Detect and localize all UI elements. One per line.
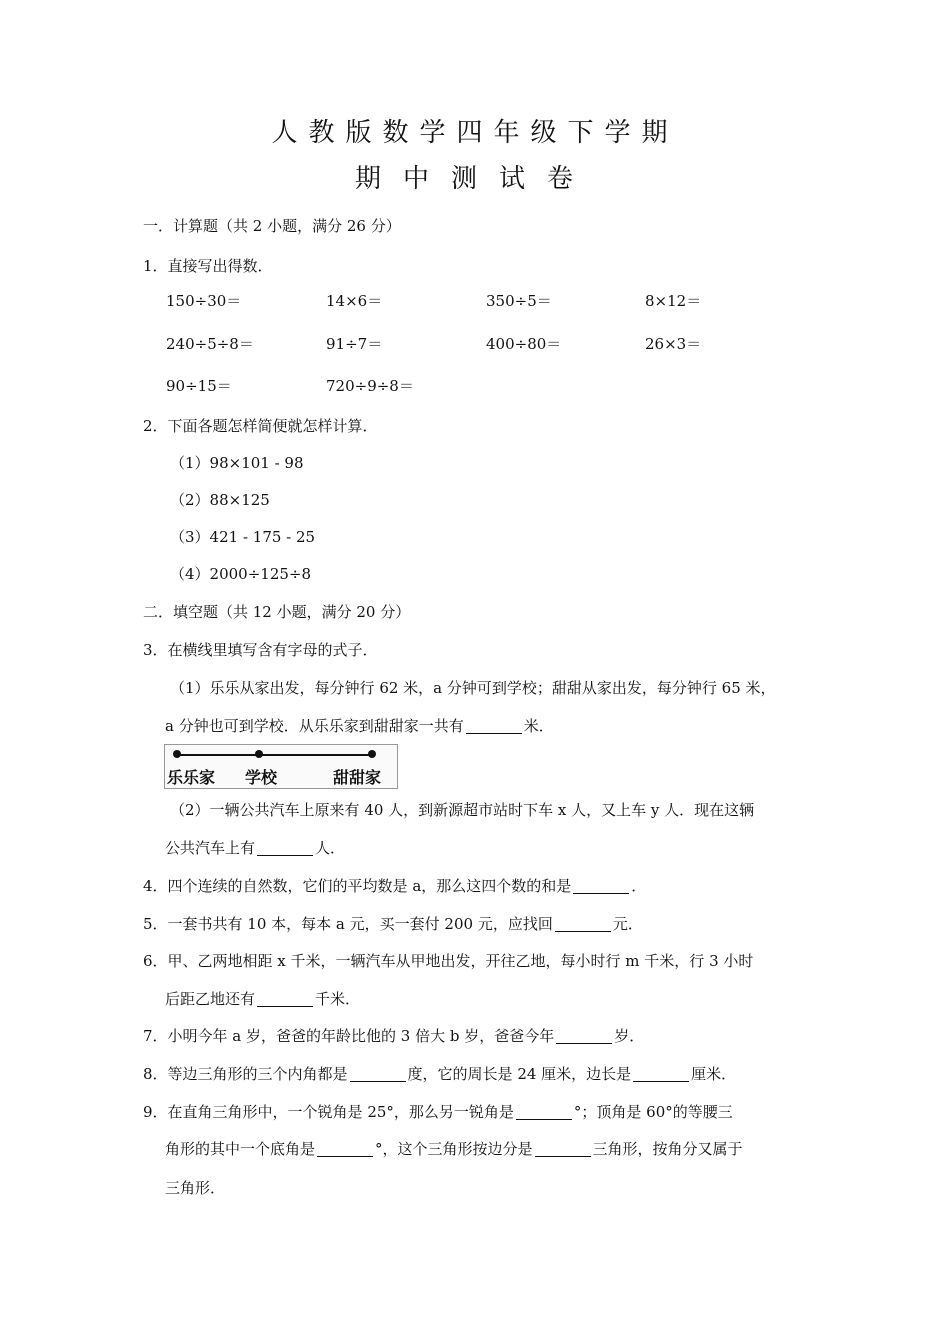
- answer-blank[interactable]: [516, 1103, 572, 1120]
- question-3-part-2-line-2: 公共汽车上有 人．: [165, 839, 346, 857]
- calc-item: （4）2000÷125÷8: [170, 565, 312, 583]
- route-line: [175, 754, 375, 756]
- page-title: 人教版数学四年级下学期: [271, 118, 679, 148]
- answer-blank[interactable]: [556, 1027, 612, 1044]
- question-6-line-1: 6．甲、乙两地相距 x 千米，一辆汽车从甲地出发，开往乙地，每小时行 m 千米，行 3 小时: [143, 952, 754, 970]
- question-2-title: 2．下面各题怎样简便就怎样计算．: [143, 417, 378, 435]
- math-item: 14×6＝: [326, 292, 383, 310]
- math-item: 26×3＝: [645, 335, 702, 353]
- math-item: 350÷5＝: [486, 292, 552, 310]
- label-lele-home: 乐乐家: [167, 768, 216, 787]
- section-2-heading: 二．填空题（共 12 小题，满分 20 分）: [143, 603, 411, 621]
- answer-blank[interactable]: [555, 915, 611, 932]
- answer-blank[interactable]: [466, 717, 522, 734]
- answer-blank[interactable]: [573, 877, 629, 894]
- question-7: 7．小明今年 a 岁，爸爸的年龄比他的 3 倍大 b 岁，爸爸今年 岁．: [143, 1027, 645, 1045]
- question-5: 5．一套书共有 10 本，每本 a 元，买一套付 200 元，应找回 元．: [143, 915, 643, 933]
- question-3-title: 3．在横线里填写含有字母的式子．: [143, 641, 378, 659]
- math-item: 400÷80＝: [486, 335, 562, 353]
- answer-blank[interactable]: [633, 1065, 689, 1082]
- question-6-line-2: 后距乙地还有 千米．: [165, 990, 361, 1008]
- question-3-part-1-line-2: a 分钟也可到学校．从乐乐家到甜甜家一共有 米．: [165, 717, 554, 735]
- answer-blank[interactable]: [257, 839, 313, 856]
- math-item: 720÷9÷8＝: [326, 377, 414, 395]
- question-9-line-2: 角形的其中一个底角是 °，这个三角形按边分是 三角形，按角分又属于: [165, 1140, 743, 1158]
- question-3-part-2-line-1: （2）一辆公共汽车上原来有 40 人，到新源超市站时下车 x 人，又上车 y 人．现在这辆: [170, 801, 755, 819]
- question-4: 4．四个连续的自然数，它们的平均数是 a，那么这四个数的和是 ．: [143, 877, 647, 895]
- calc-item: （3）421 - 175 - 25: [170, 528, 316, 546]
- answer-blank[interactable]: [317, 1140, 373, 1157]
- math-item: 150÷30＝: [166, 292, 242, 310]
- question-8: 8．等边三角形的三个内角都是 度，它的周长是 24 厘米，边长是 厘米．: [143, 1065, 737, 1083]
- section-1-heading: 一．计算题（共 2 小题，满分 26 分）: [143, 217, 401, 235]
- answer-blank[interactable]: [535, 1140, 591, 1157]
- calc-item: （2）88×125: [170, 491, 270, 509]
- question-1-title: 1．直接写出得数．: [143, 257, 273, 275]
- answer-blank[interactable]: [257, 990, 313, 1007]
- question-3-part-1-line-1: （1）乐乐从家出发，每分钟行 62 米，a 分钟可到学校；甜甜从家出发，每分钟行 65 米，: [170, 679, 776, 697]
- math-item: 8×12＝: [645, 292, 702, 310]
- answer-blank[interactable]: [350, 1065, 406, 1082]
- label-tiantian-home: 甜甜家: [333, 768, 382, 787]
- calc-item: （1）98×101 - 98: [170, 454, 304, 472]
- point-marker: [368, 750, 376, 758]
- point-marker: [255, 750, 263, 758]
- page-subtitle: 期中测试卷: [354, 164, 595, 194]
- route-diagram: [164, 744, 398, 789]
- point-marker: [173, 750, 181, 758]
- math-item: 240÷5÷8＝: [166, 335, 254, 353]
- question-9-line-1: 9．在直角三角形中，一个锐角是 25°，那么另一锐角是 °；顶角是 60°的等腰三: [143, 1103, 733, 1121]
- math-item: 91÷7＝: [326, 335, 383, 353]
- math-item: 90÷15＝: [166, 377, 232, 395]
- label-school: 学校: [245, 768, 278, 787]
- question-9-line-3: 三角形．: [165, 1179, 226, 1197]
